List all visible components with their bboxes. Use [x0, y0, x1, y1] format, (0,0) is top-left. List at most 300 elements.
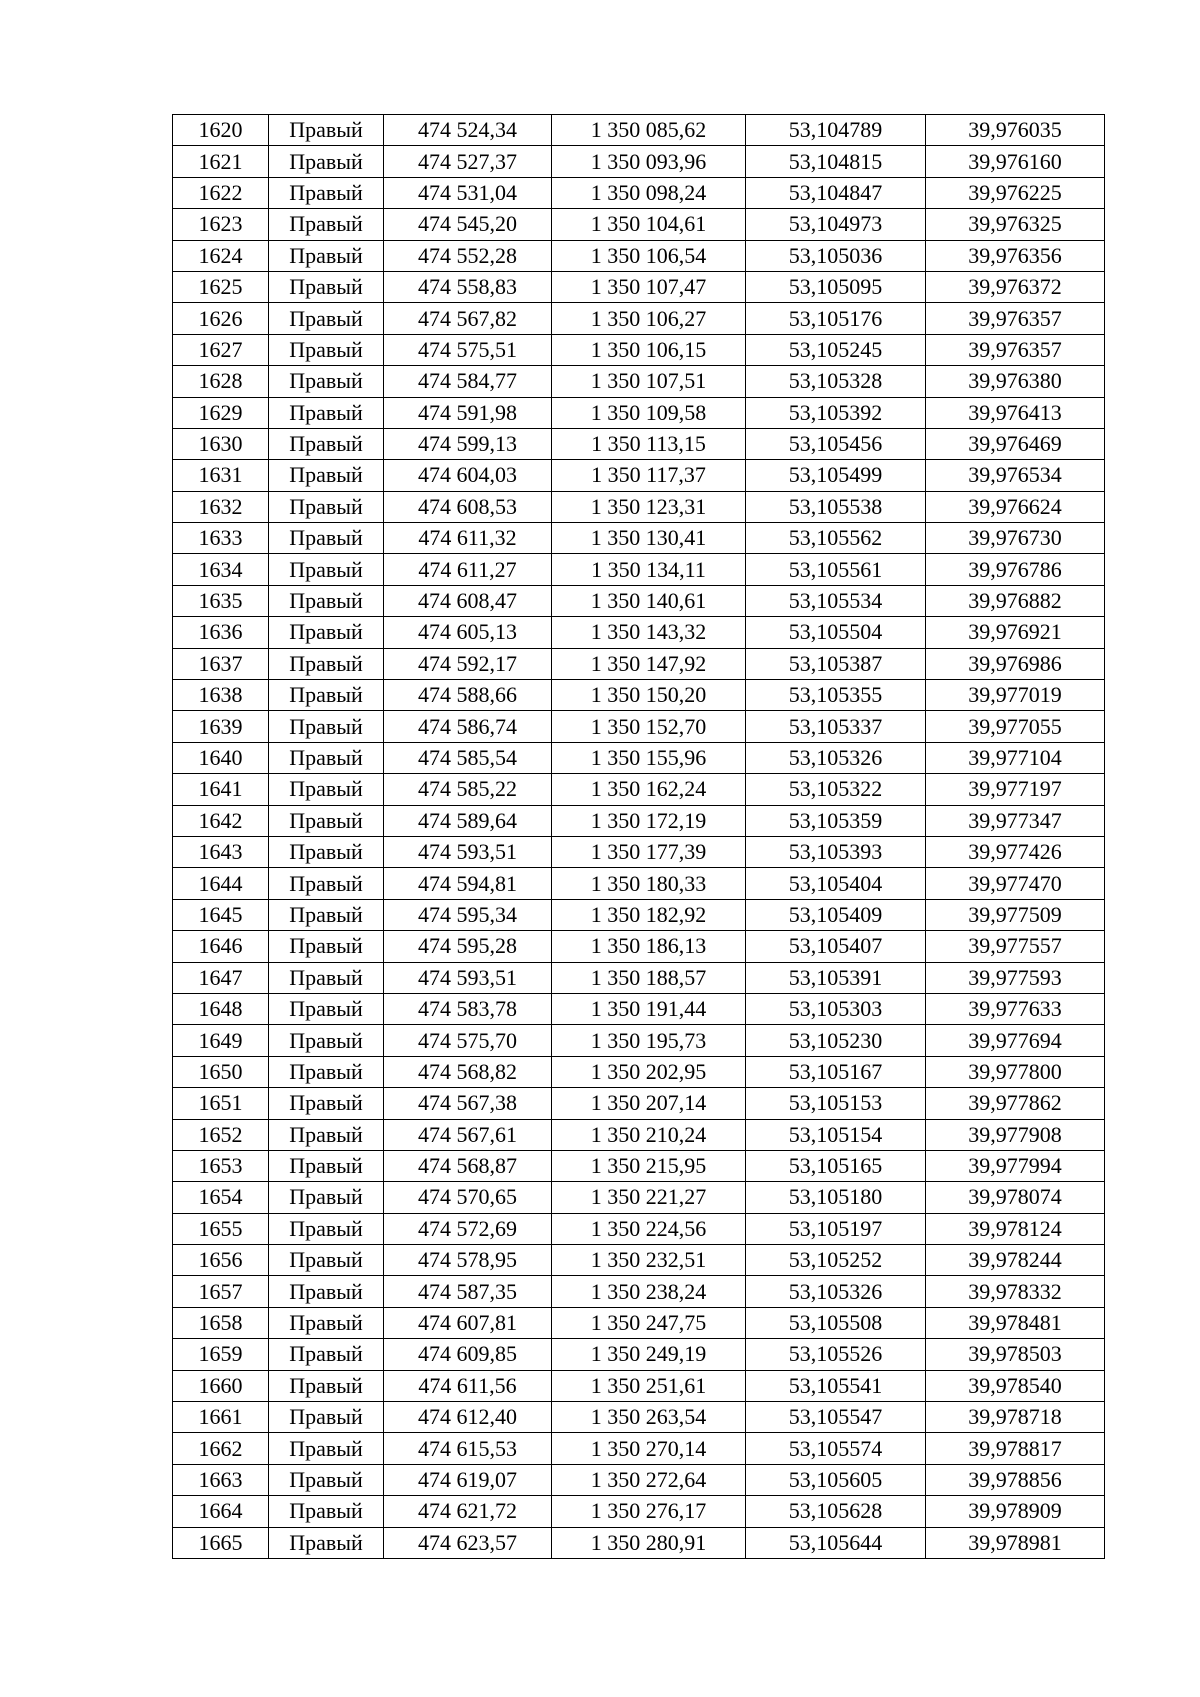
- table-row: [173, 711, 1105, 742]
- table-row: [173, 931, 1105, 962]
- longitude-cell: 39,976413: [926, 397, 1105, 428]
- side-cell: Правый: [269, 680, 384, 711]
- table-row: [173, 993, 1105, 1024]
- side-cell: Правый: [269, 1339, 384, 1370]
- side-cell: Правый: [269, 397, 384, 428]
- table-row: [173, 1245, 1105, 1276]
- x-coordinate-cell: 474 615,53: [384, 1433, 552, 1464]
- x-coordinate-cell: 474 611,56: [384, 1370, 552, 1401]
- side-cell: Правый: [269, 1370, 384, 1401]
- table-row: [173, 1150, 1105, 1181]
- longitude-cell: 39,976372: [926, 271, 1105, 302]
- side-cell: Правый: [269, 1464, 384, 1495]
- x-coordinate-cell: 474 595,34: [384, 899, 552, 930]
- latitude-cell: 53,105387: [746, 648, 926, 679]
- latitude-cell: 53,105628: [746, 1496, 926, 1527]
- table-row: [173, 680, 1105, 711]
- x-coordinate-cell: 474 621,72: [384, 1496, 552, 1527]
- table-row: [173, 1056, 1105, 1087]
- latitude-cell: 53,105504: [746, 617, 926, 648]
- table-row: [173, 397, 1105, 428]
- x-coordinate-cell: 474 570,65: [384, 1182, 552, 1213]
- side-cell: Правый: [269, 617, 384, 648]
- latitude-cell: 53,105409: [746, 899, 926, 930]
- longitude-cell: 39,978909: [926, 1496, 1105, 1527]
- latitude-cell: 53,105392: [746, 397, 926, 428]
- side-cell: Правый: [269, 1150, 384, 1181]
- table-row: [173, 460, 1105, 491]
- table-row: [173, 742, 1105, 773]
- side-cell: Правый: [269, 428, 384, 459]
- side-cell: Правый: [269, 648, 384, 679]
- y-coordinate-cell: 1 350 106,54: [552, 240, 746, 271]
- y-coordinate-cell: 1 350 104,61: [552, 209, 746, 240]
- coordinates-table: [172, 114, 1105, 1559]
- longitude-cell: 39,976225: [926, 177, 1105, 208]
- latitude-cell: 53,105303: [746, 993, 926, 1024]
- latitude-cell: 53,105547: [746, 1402, 926, 1433]
- point-number-cell: 1640: [173, 742, 269, 773]
- table-row: [173, 523, 1105, 554]
- latitude-cell: 53,105355: [746, 680, 926, 711]
- y-coordinate-cell: 1 350 172,19: [552, 805, 746, 836]
- longitude-cell: 39,977197: [926, 774, 1105, 805]
- side-cell: Правый: [269, 1025, 384, 1056]
- longitude-cell: 39,976380: [926, 366, 1105, 397]
- y-coordinate-cell: 1 350 143,32: [552, 617, 746, 648]
- x-coordinate-cell: 474 524,34: [384, 115, 552, 146]
- y-coordinate-cell: 1 350 191,44: [552, 993, 746, 1024]
- y-coordinate-cell: 1 350 130,41: [552, 523, 746, 554]
- y-coordinate-cell: 1 350 276,17: [552, 1496, 746, 1527]
- side-cell: Правый: [269, 177, 384, 208]
- latitude-cell: 53,105154: [746, 1119, 926, 1150]
- point-number-cell: 1633: [173, 523, 269, 554]
- longitude-cell: 39,978718: [926, 1402, 1105, 1433]
- point-number-cell: 1647: [173, 962, 269, 993]
- x-coordinate-cell: 474 619,07: [384, 1464, 552, 1495]
- point-number-cell: 1642: [173, 805, 269, 836]
- x-coordinate-cell: 474 599,13: [384, 428, 552, 459]
- table-row: [173, 1402, 1105, 1433]
- point-number-cell: 1659: [173, 1339, 269, 1370]
- y-coordinate-cell: 1 350 195,73: [552, 1025, 746, 1056]
- latitude-cell: 53,105328: [746, 366, 926, 397]
- point-number-cell: 1657: [173, 1276, 269, 1307]
- latitude-cell: 53,105393: [746, 836, 926, 867]
- latitude-cell: 53,105197: [746, 1213, 926, 1244]
- x-coordinate-cell: 474 591,98: [384, 397, 552, 428]
- point-number-cell: 1645: [173, 899, 269, 930]
- table-row: [173, 1276, 1105, 1307]
- y-coordinate-cell: 1 350 107,47: [552, 271, 746, 302]
- table-row: [173, 899, 1105, 930]
- y-coordinate-cell: 1 350 113,15: [552, 428, 746, 459]
- x-coordinate-cell: 474 567,61: [384, 1119, 552, 1150]
- table-row: [173, 1433, 1105, 1464]
- x-coordinate-cell: 474 527,37: [384, 146, 552, 177]
- point-number-cell: 1629: [173, 397, 269, 428]
- point-number-cell: 1638: [173, 680, 269, 711]
- latitude-cell: 53,105456: [746, 428, 926, 459]
- point-number-cell: 1662: [173, 1433, 269, 1464]
- side-cell: Правый: [269, 585, 384, 616]
- latitude-cell: 53,105180: [746, 1182, 926, 1213]
- table-row: [173, 1119, 1105, 1150]
- latitude-cell: 53,105391: [746, 962, 926, 993]
- side-cell: Правый: [269, 1433, 384, 1464]
- side-cell: Правый: [269, 899, 384, 930]
- y-coordinate-cell: 1 350 207,14: [552, 1088, 746, 1119]
- point-number-cell: 1620: [173, 115, 269, 146]
- y-coordinate-cell: 1 350 106,27: [552, 303, 746, 334]
- y-coordinate-cell: 1 350 224,56: [552, 1213, 746, 1244]
- side-cell: Правый: [269, 931, 384, 962]
- table-row: [173, 1370, 1105, 1401]
- side-cell: Правый: [269, 868, 384, 899]
- longitude-cell: 39,977055: [926, 711, 1105, 742]
- latitude-cell: 53,104973: [746, 209, 926, 240]
- point-number-cell: 1658: [173, 1307, 269, 1338]
- side-cell: Правый: [269, 1527, 384, 1558]
- longitude-cell: 39,977633: [926, 993, 1105, 1024]
- point-number-cell: 1651: [173, 1088, 269, 1119]
- longitude-cell: 39,977470: [926, 868, 1105, 899]
- longitude-cell: 39,976534: [926, 460, 1105, 491]
- side-cell: Правый: [269, 711, 384, 742]
- side-cell: Правый: [269, 962, 384, 993]
- y-coordinate-cell: 1 350 270,14: [552, 1433, 746, 1464]
- point-number-cell: 1661: [173, 1402, 269, 1433]
- table-row: [173, 146, 1105, 177]
- side-cell: Правый: [269, 1307, 384, 1338]
- table-row: [173, 334, 1105, 365]
- side-cell: Правый: [269, 366, 384, 397]
- x-coordinate-cell: 474 575,51: [384, 334, 552, 365]
- y-coordinate-cell: 1 350 152,70: [552, 711, 746, 742]
- longitude-cell: 39,978817: [926, 1433, 1105, 1464]
- x-coordinate-cell: 474 609,85: [384, 1339, 552, 1370]
- longitude-cell: 39,976160: [926, 146, 1105, 177]
- x-coordinate-cell: 474 608,53: [384, 491, 552, 522]
- side-cell: Правый: [269, 774, 384, 805]
- x-coordinate-cell: 474 578,95: [384, 1245, 552, 1276]
- longitude-cell: 39,976786: [926, 554, 1105, 585]
- point-number-cell: 1621: [173, 146, 269, 177]
- latitude-cell: 53,105562: [746, 523, 926, 554]
- x-coordinate-cell: 474 605,13: [384, 617, 552, 648]
- latitude-cell: 53,105561: [746, 554, 926, 585]
- point-number-cell: 1664: [173, 1496, 269, 1527]
- longitude-cell: 39,977994: [926, 1150, 1105, 1181]
- side-cell: Правый: [269, 209, 384, 240]
- point-number-cell: 1632: [173, 491, 269, 522]
- x-coordinate-cell: 474 593,51: [384, 836, 552, 867]
- side-cell: Правый: [269, 491, 384, 522]
- side-cell: Правый: [269, 1276, 384, 1307]
- x-coordinate-cell: 474 586,74: [384, 711, 552, 742]
- longitude-cell: 39,976356: [926, 240, 1105, 271]
- point-number-cell: 1663: [173, 1464, 269, 1495]
- x-coordinate-cell: 474 608,47: [384, 585, 552, 616]
- side-cell: Правый: [269, 1182, 384, 1213]
- table-row: [173, 366, 1105, 397]
- point-number-cell: 1654: [173, 1182, 269, 1213]
- y-coordinate-cell: 1 350 093,96: [552, 146, 746, 177]
- longitude-cell: 39,978244: [926, 1245, 1105, 1276]
- latitude-cell: 53,105095: [746, 271, 926, 302]
- y-coordinate-cell: 1 350 109,58: [552, 397, 746, 428]
- latitude-cell: 53,105541: [746, 1370, 926, 1401]
- x-coordinate-cell: 474 587,35: [384, 1276, 552, 1307]
- latitude-cell: 53,105404: [746, 868, 926, 899]
- y-coordinate-cell: 1 350 247,75: [552, 1307, 746, 1338]
- point-number-cell: 1656: [173, 1245, 269, 1276]
- latitude-cell: 53,105534: [746, 585, 926, 616]
- side-cell: Правый: [269, 115, 384, 146]
- point-number-cell: 1652: [173, 1119, 269, 1150]
- x-coordinate-cell: 474 592,17: [384, 648, 552, 679]
- longitude-cell: 39,977557: [926, 931, 1105, 962]
- latitude-cell: 53,105167: [746, 1056, 926, 1087]
- y-coordinate-cell: 1 350 177,39: [552, 836, 746, 867]
- latitude-cell: 53,105407: [746, 931, 926, 962]
- latitude-cell: 53,105252: [746, 1245, 926, 1276]
- latitude-cell: 53,105322: [746, 774, 926, 805]
- table-row: [173, 1182, 1105, 1213]
- latitude-cell: 53,105326: [746, 1276, 926, 1307]
- longitude-cell: 39,977347: [926, 805, 1105, 836]
- longitude-cell: 39,978481: [926, 1307, 1105, 1338]
- y-coordinate-cell: 1 350 188,57: [552, 962, 746, 993]
- side-cell: Правый: [269, 554, 384, 585]
- longitude-cell: 39,977509: [926, 899, 1105, 930]
- point-number-cell: 1631: [173, 460, 269, 491]
- longitude-cell: 39,977426: [926, 836, 1105, 867]
- longitude-cell: 39,978124: [926, 1213, 1105, 1244]
- side-cell: Правый: [269, 993, 384, 1024]
- point-number-cell: 1641: [173, 774, 269, 805]
- longitude-cell: 39,976469: [926, 428, 1105, 459]
- point-number-cell: 1644: [173, 868, 269, 899]
- latitude-cell: 53,105605: [746, 1464, 926, 1495]
- table-body: [173, 115, 1105, 1559]
- table-row: [173, 805, 1105, 836]
- y-coordinate-cell: 1 350 221,27: [552, 1182, 746, 1213]
- longitude-cell: 39,976035: [926, 115, 1105, 146]
- point-number-cell: 1628: [173, 366, 269, 397]
- table-row: [173, 1307, 1105, 1338]
- table-row: [173, 868, 1105, 899]
- x-coordinate-cell: 474 531,04: [384, 177, 552, 208]
- latitude-cell: 53,105230: [746, 1025, 926, 1056]
- longitude-cell: 39,976624: [926, 491, 1105, 522]
- y-coordinate-cell: 1 350 202,95: [552, 1056, 746, 1087]
- longitude-cell: 39,977908: [926, 1119, 1105, 1150]
- side-cell: Правый: [269, 146, 384, 177]
- table-row: [173, 240, 1105, 271]
- table-row: [173, 648, 1105, 679]
- y-coordinate-cell: 1 350 150,20: [552, 680, 746, 711]
- x-coordinate-cell: 474 623,57: [384, 1527, 552, 1558]
- side-cell: Правый: [269, 460, 384, 491]
- x-coordinate-cell: 474 593,51: [384, 962, 552, 993]
- table-row: [173, 585, 1105, 616]
- longitude-cell: 39,977019: [926, 680, 1105, 711]
- x-coordinate-cell: 474 611,27: [384, 554, 552, 585]
- longitude-cell: 39,976921: [926, 617, 1105, 648]
- x-coordinate-cell: 474 585,54: [384, 742, 552, 773]
- side-cell: Правый: [269, 805, 384, 836]
- table-row: [173, 1496, 1105, 1527]
- latitude-cell: 53,105176: [746, 303, 926, 334]
- point-number-cell: 1627: [173, 334, 269, 365]
- latitude-cell: 53,105326: [746, 742, 926, 773]
- table-row: [173, 428, 1105, 459]
- x-coordinate-cell: 474 568,87: [384, 1150, 552, 1181]
- side-cell: Правый: [269, 334, 384, 365]
- side-cell: Правый: [269, 1402, 384, 1433]
- y-coordinate-cell: 1 350 117,37: [552, 460, 746, 491]
- point-number-cell: 1625: [173, 271, 269, 302]
- point-number-cell: 1650: [173, 1056, 269, 1087]
- y-coordinate-cell: 1 350 106,15: [552, 334, 746, 365]
- table-row: [173, 617, 1105, 648]
- latitude-cell: 53,105499: [746, 460, 926, 491]
- table-row: [173, 1464, 1105, 1495]
- longitude-cell: 39,978981: [926, 1527, 1105, 1558]
- point-number-cell: 1643: [173, 836, 269, 867]
- table-row: [173, 1527, 1105, 1558]
- point-number-cell: 1639: [173, 711, 269, 742]
- latitude-cell: 53,104815: [746, 146, 926, 177]
- x-coordinate-cell: 474 558,83: [384, 271, 552, 302]
- document-page: [172, 114, 1105, 1559]
- longitude-cell: 39,977694: [926, 1025, 1105, 1056]
- longitude-cell: 39,976325: [926, 209, 1105, 240]
- side-cell: Правый: [269, 303, 384, 334]
- x-coordinate-cell: 474 584,77: [384, 366, 552, 397]
- point-number-cell: 1649: [173, 1025, 269, 1056]
- table-row: [173, 177, 1105, 208]
- y-coordinate-cell: 1 350 098,24: [552, 177, 746, 208]
- table-row: [173, 962, 1105, 993]
- longitude-cell: 39,978503: [926, 1339, 1105, 1370]
- point-number-cell: 1653: [173, 1150, 269, 1181]
- longitude-cell: 39,977800: [926, 1056, 1105, 1087]
- latitude-cell: 53,105359: [746, 805, 926, 836]
- point-number-cell: 1630: [173, 428, 269, 459]
- y-coordinate-cell: 1 350 280,91: [552, 1527, 746, 1558]
- table-row: [173, 1213, 1105, 1244]
- point-number-cell: 1660: [173, 1370, 269, 1401]
- y-coordinate-cell: 1 350 186,13: [552, 931, 746, 962]
- point-number-cell: 1655: [173, 1213, 269, 1244]
- longitude-cell: 39,976882: [926, 585, 1105, 616]
- y-coordinate-cell: 1 350 134,11: [552, 554, 746, 585]
- point-number-cell: 1637: [173, 648, 269, 679]
- latitude-cell: 53,105644: [746, 1527, 926, 1558]
- point-number-cell: 1648: [173, 993, 269, 1024]
- y-coordinate-cell: 1 350 140,61: [552, 585, 746, 616]
- y-coordinate-cell: 1 350 180,33: [552, 868, 746, 899]
- table-row: [173, 774, 1105, 805]
- x-coordinate-cell: 474 567,38: [384, 1088, 552, 1119]
- x-coordinate-cell: 474 604,03: [384, 460, 552, 491]
- x-coordinate-cell: 474 568,82: [384, 1056, 552, 1087]
- table-row: [173, 554, 1105, 585]
- side-cell: Правый: [269, 742, 384, 773]
- longitude-cell: 39,978540: [926, 1370, 1105, 1401]
- side-cell: Правый: [269, 1245, 384, 1276]
- x-coordinate-cell: 474 588,66: [384, 680, 552, 711]
- latitude-cell: 53,104789: [746, 115, 926, 146]
- point-number-cell: 1622: [173, 177, 269, 208]
- latitude-cell: 53,105153: [746, 1088, 926, 1119]
- table-row: [173, 836, 1105, 867]
- latitude-cell: 53,105574: [746, 1433, 926, 1464]
- x-coordinate-cell: 474 567,82: [384, 303, 552, 334]
- side-cell: Правый: [269, 523, 384, 554]
- side-cell: Правый: [269, 1119, 384, 1150]
- y-coordinate-cell: 1 350 147,92: [552, 648, 746, 679]
- longitude-cell: 39,977104: [926, 742, 1105, 773]
- side-cell: Правый: [269, 1088, 384, 1119]
- x-coordinate-cell: 474 585,22: [384, 774, 552, 805]
- x-coordinate-cell: 474 583,78: [384, 993, 552, 1024]
- table-row: [173, 491, 1105, 522]
- y-coordinate-cell: 1 350 251,61: [552, 1370, 746, 1401]
- y-coordinate-cell: 1 350 272,64: [552, 1464, 746, 1495]
- longitude-cell: 39,976986: [926, 648, 1105, 679]
- latitude-cell: 53,105337: [746, 711, 926, 742]
- x-coordinate-cell: 474 575,70: [384, 1025, 552, 1056]
- table-row: [173, 209, 1105, 240]
- x-coordinate-cell: 474 552,28: [384, 240, 552, 271]
- point-number-cell: 1646: [173, 931, 269, 962]
- latitude-cell: 53,104847: [746, 177, 926, 208]
- longitude-cell: 39,978332: [926, 1276, 1105, 1307]
- y-coordinate-cell: 1 350 232,51: [552, 1245, 746, 1276]
- x-coordinate-cell: 474 594,81: [384, 868, 552, 899]
- y-coordinate-cell: 1 350 085,62: [552, 115, 746, 146]
- latitude-cell: 53,105245: [746, 334, 926, 365]
- longitude-cell: 39,977862: [926, 1088, 1105, 1119]
- y-coordinate-cell: 1 350 210,24: [552, 1119, 746, 1150]
- point-number-cell: 1634: [173, 554, 269, 585]
- x-coordinate-cell: 474 595,28: [384, 931, 552, 962]
- table-row: [173, 1088, 1105, 1119]
- side-cell: Правый: [269, 836, 384, 867]
- y-coordinate-cell: 1 350 238,24: [552, 1276, 746, 1307]
- point-number-cell: 1623: [173, 209, 269, 240]
- x-coordinate-cell: 474 612,40: [384, 1402, 552, 1433]
- table-row: [173, 115, 1105, 146]
- longitude-cell: 39,976357: [926, 334, 1105, 365]
- point-number-cell: 1626: [173, 303, 269, 334]
- side-cell: Правый: [269, 240, 384, 271]
- table-row: [173, 271, 1105, 302]
- x-coordinate-cell: 474 572,69: [384, 1213, 552, 1244]
- latitude-cell: 53,105538: [746, 491, 926, 522]
- side-cell: Правый: [269, 1213, 384, 1244]
- y-coordinate-cell: 1 350 263,54: [552, 1402, 746, 1433]
- y-coordinate-cell: 1 350 182,92: [552, 899, 746, 930]
- table-row: [173, 1339, 1105, 1370]
- table-row: [173, 1025, 1105, 1056]
- x-coordinate-cell: 474 607,81: [384, 1307, 552, 1338]
- y-coordinate-cell: 1 350 155,96: [552, 742, 746, 773]
